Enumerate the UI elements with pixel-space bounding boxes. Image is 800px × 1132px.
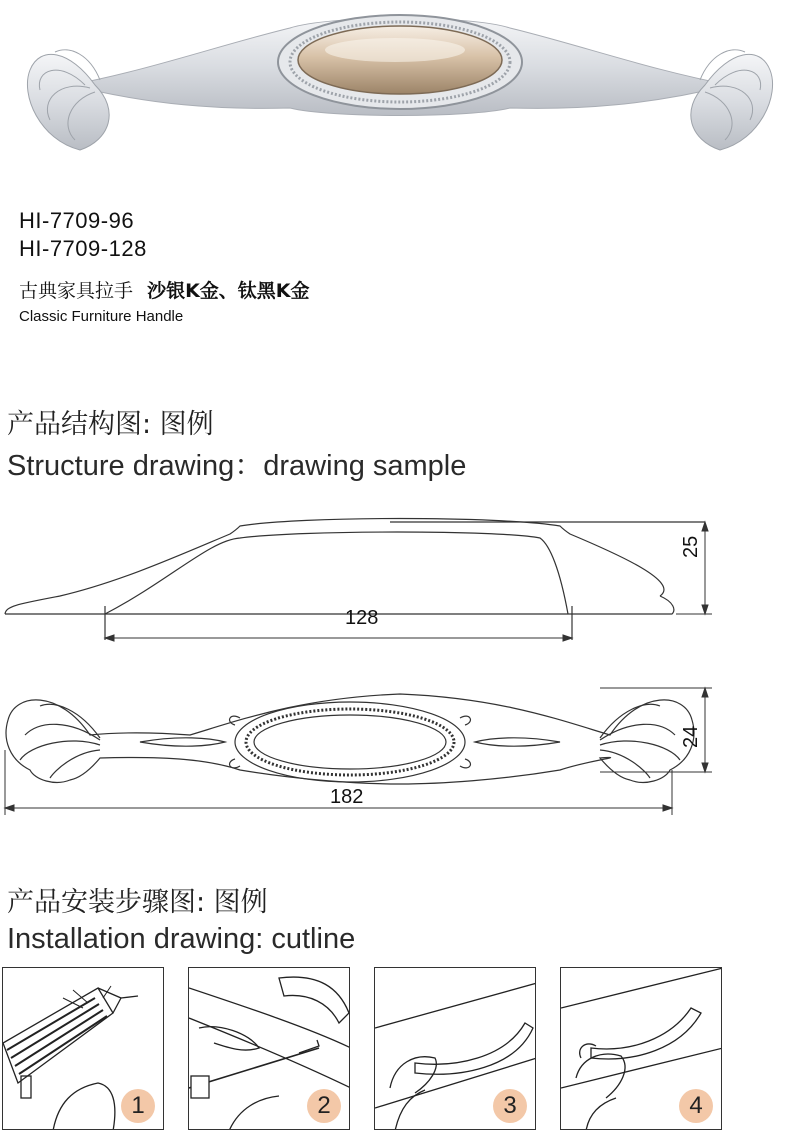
side-view-drawing [0,510,800,660]
dimension-hole-spacing: 128 [345,607,379,629]
dimension-overall-length: 182 [330,786,364,808]
product-title-cn-regular: 古典家具拉手 [19,280,134,302]
installation-step-1-panel [2,967,164,1130]
dimension-side-height: 25 [680,535,702,558]
installation-step-3-panel [374,967,536,1130]
product-title-cn [19,276,310,303]
model-number-96: HI-7709-96 [19,208,135,233]
installation-step-2-panel [188,967,350,1130]
top-view-drawing [0,680,800,820]
product-finish-cn: 沙银K金、钛黑K金 [147,280,310,302]
step-badge-1: 1 [121,1089,155,1123]
installation-heading-cn: 产品安装步骤图: 图例 [7,887,268,918]
installation-step-4-panel [560,967,722,1130]
structure-heading-en: Structure drawing：drawing sample [7,450,467,482]
structure-heading-cn: 产品结构图: 图例 [7,409,214,440]
step-badge-3: 3 [493,1089,527,1123]
product-title-en: Classic Furniture Handle [19,308,184,325]
dimension-top-width: 24 [680,725,702,748]
model-number-128: HI-7709-128 [19,236,147,261]
step-badge-2: 2 [307,1089,341,1123]
product-photo [0,0,800,170]
step-badge-4: 4 [679,1089,713,1123]
installation-heading-en: Installation drawing: cutline [7,923,356,955]
